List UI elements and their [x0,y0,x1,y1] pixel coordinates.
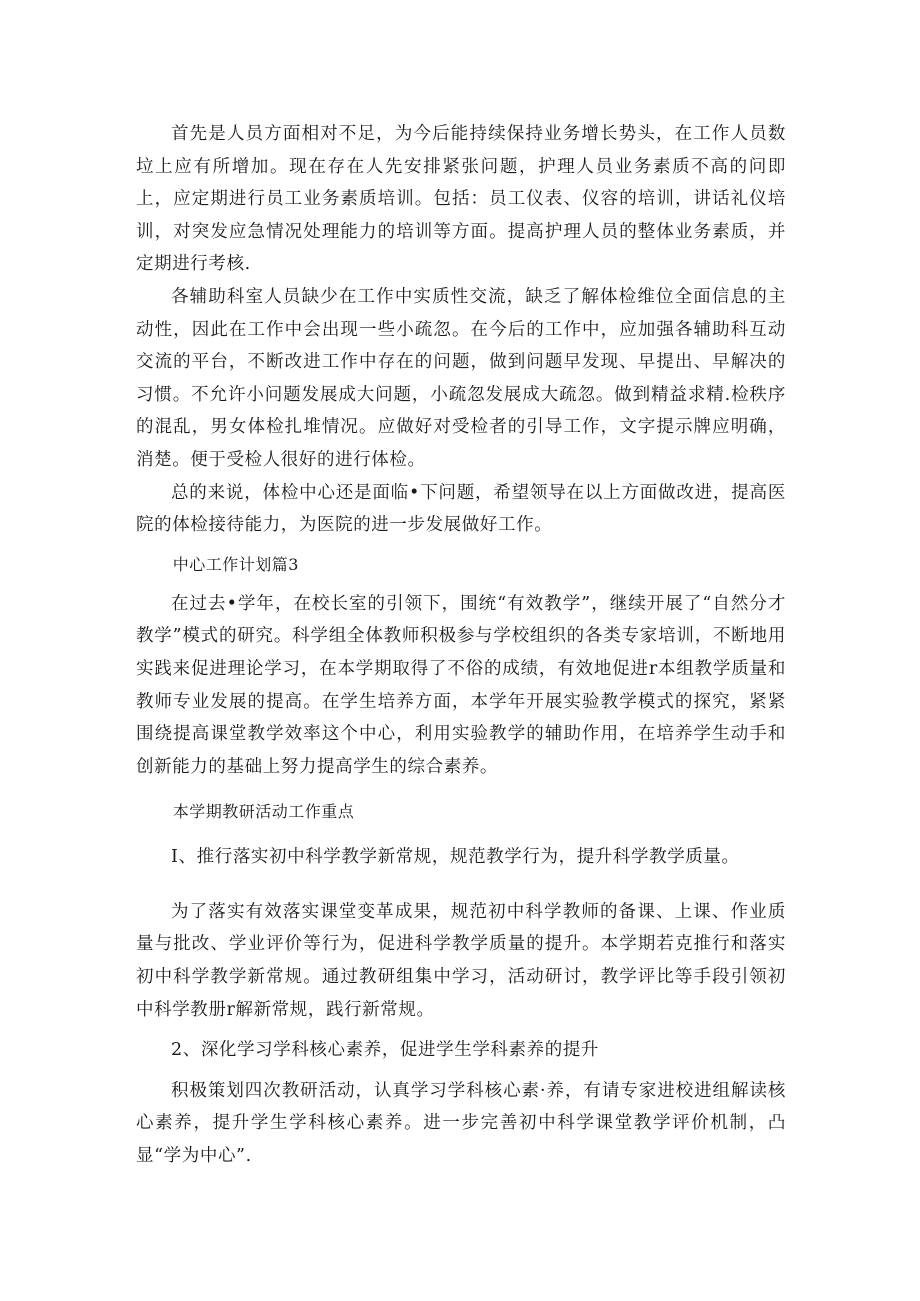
item-1-body: 为了落实有效落实课堂变革成果，规范初中科学教师的备课、上课、作业质量与批改、学业评价等行为，促进科学教学质量的提升。本学期若克推行和落实初中科学教学新常规。通过教研组集中学习，活动研讨，教学评比等手段引领初中科学教册r解新常规，践行新常规。 [136,901,786,1020]
section-heading-focus: 本学期教研活动工作重点 [172,802,355,822]
paragraph-summary: 总的来说，体检中心还是面临•下问题，希望领导在以上方面做改进，提高医院的体检接待能力，为医院的进一步发展做好工作。 [136,482,786,536]
paragraph-plan: 在过去•学年，在校长室的引领下，围统“有效教学”，继续开展了“自然分才教学”模式的研究。科学组全体教师积极参与学校组织的各类专家培训，不断地用实践来促进理论学习，在本学期取得了不俗的成绩，有效地促进r本组教学质量和教师专业发展的提高。在学生培养方面，本学年开展实验教学模式的探究，紧紧围绕提高课堂教学效率这个中心，利用实验教学的辅助作用，在培养学生动手和创新能力的基础上努力提高学生的综合素养。 [136,593,786,777]
item-1-title: I、推行落实初中科学教学新常规，规范教学行为，提升科学教学质量。 [171,847,740,868]
document-page [136,118,786,1173]
paragraph-communication: 各辅助科室人员缺少在工作中实质性交流，缺乏了解体检维位全面信息的主动性，因此在工作中会出现一些小疏忽。在今后的工作中，应加强各辅助科互动交流的平台，不断改进工作中存在的问题，做到问题早发现、早提出、早解决的习惯。不允许小问题发展成大问题，小疏忽发展成大疏忽。做到精益求精.检秩序的混乱，男女体检扎堆情况。应做好对受检者的引导工作，文字提示牌应明确，消楚。便于受检人很好的进行体检。 [136,286,786,470]
paragraph-staffing: 首先是人员方面相对不足，为今后能持续保持业务增长势头，在工作人员数垃上应有所增加。现在存在人先安排紧张问题，护理人员业务素质不高的问即上，应定期进行员工业务素质培训。包括：员工仪表、仪容的培训，讲话礼仪培训，对突发应急情况处理能力的培训等方面。提高护理人员的整体业务素质，并定期进行考核. [136,124,786,275]
item-2-body: 积极策划四次教研活动，认真学习学科核心素·养，有请专家进校进组解读核心素养，提升学生学科核心素养。进一步完善初中科学课堂教学评价机制，凸显“学为中心”. [136,1080,786,1167]
section-heading-plan: 中心工作计划篇3 [172,554,299,574]
item-2-title: 2、深化学习学科核心素养，促进学生学科素养的提升 [171,1040,600,1061]
